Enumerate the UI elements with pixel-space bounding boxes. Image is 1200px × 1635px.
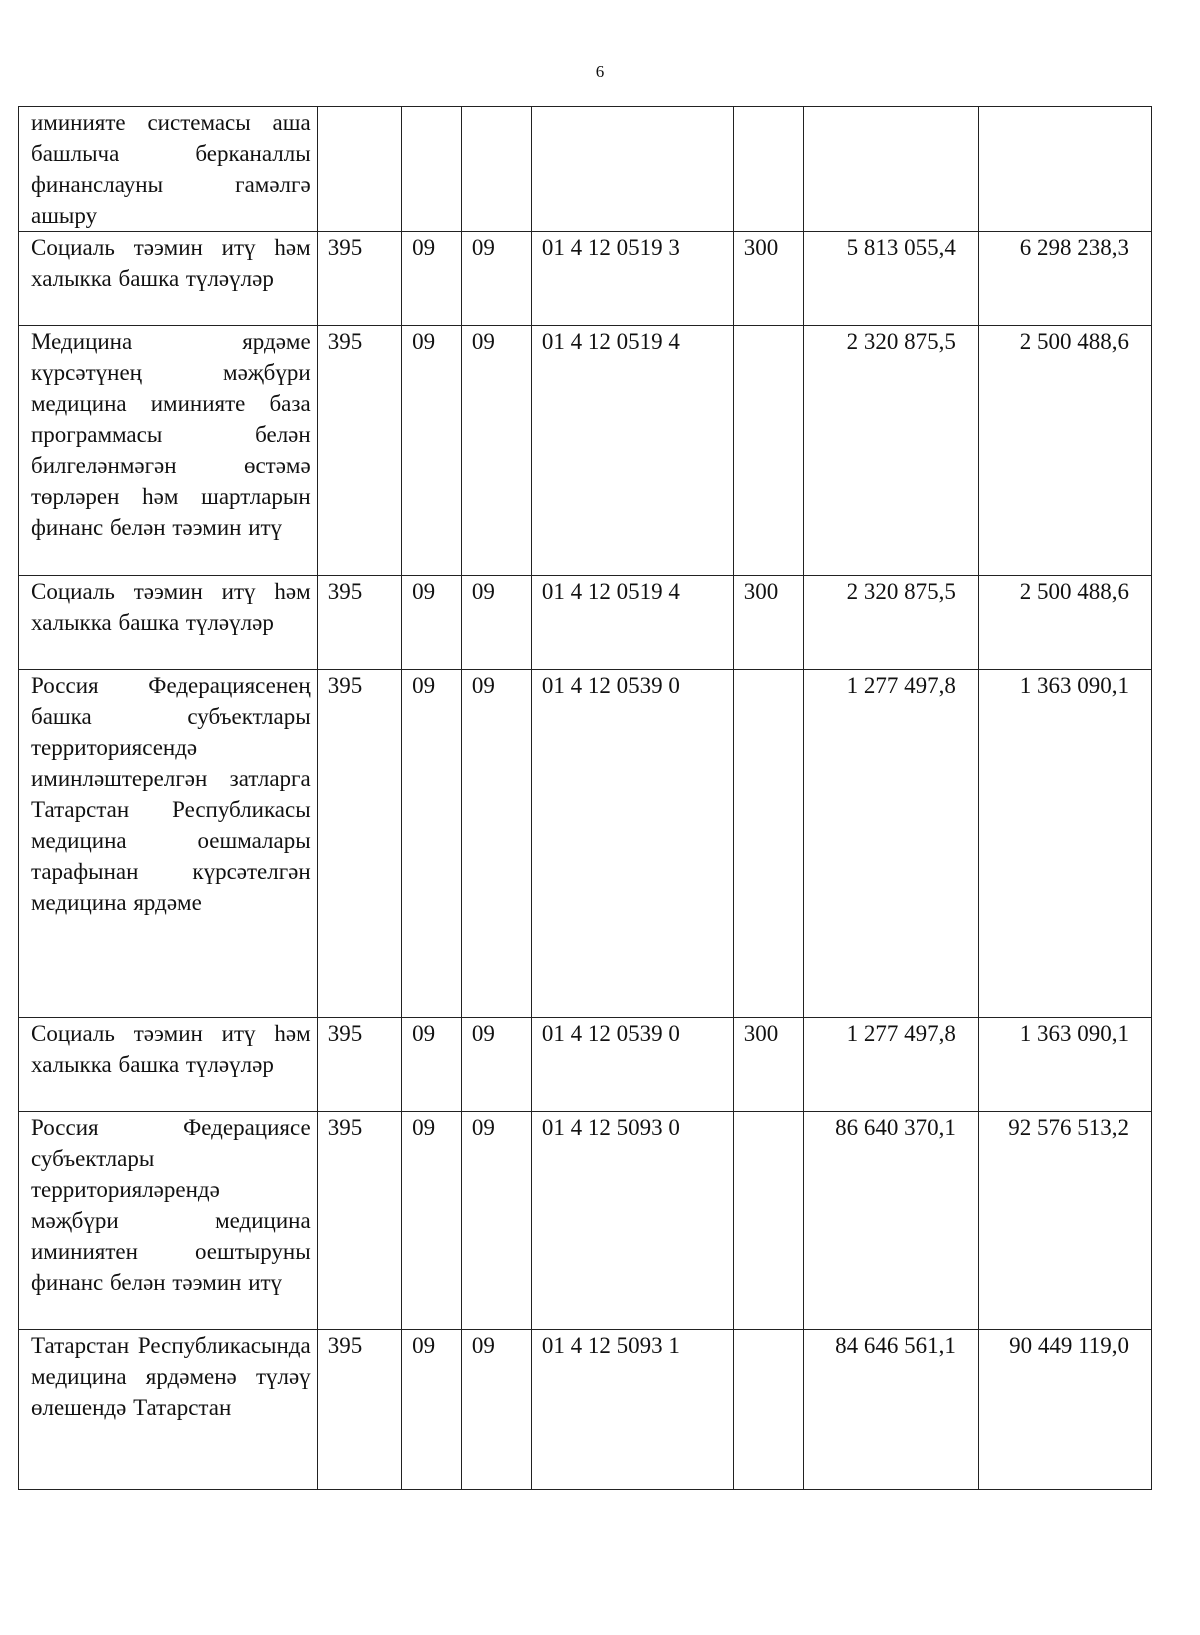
admin-code: 395 (317, 1018, 401, 1112)
amount-year-2 (978, 107, 1151, 232)
page-number: 6 (595, 62, 605, 81)
section-code: 09 (402, 326, 462, 576)
amount-year-2: 90 449 119,0 (978, 1330, 1151, 1490)
table-row (19, 107, 1152, 232)
admin-code: 395 (317, 1330, 401, 1490)
amount-year-1: 1 277 497,8 (803, 670, 978, 1018)
expense-type-code: 300 (733, 576, 803, 670)
item-name: Социаль тәэмин итү һәм халыкка башка түләүләр (19, 576, 318, 670)
expense-type-code (733, 1112, 803, 1330)
table-row (19, 232, 1152, 326)
amount-year-1: 84 646 561,1 (803, 1330, 978, 1490)
admin-code (317, 107, 401, 232)
amount-year-2: 1 363 090,1 (978, 1018, 1151, 1112)
amount-year-2: 1 363 090,1 (978, 670, 1151, 1018)
target-article-code: 01 4 12 5093 0 (531, 1112, 733, 1330)
admin-code: 395 (317, 1112, 401, 1330)
admin-code: 395 (317, 326, 401, 576)
amount-year-1: 2 320 875,5 (803, 326, 978, 576)
expense-type-code (733, 326, 803, 576)
item-name: Медицина ярдәме күрсәтүнең мәҗбүри медицина иминияте база программасы белән билгеләнмәгән өстәмә төрләрен һәм шартларын финанс белән тәэмин итү (19, 326, 318, 576)
amount-year-1: 86 640 370,1 (803, 1112, 978, 1330)
item-name: Россия Федерациясенең башка субъектлары территориясендә иминләштерелгән затларга Татарстан Республикасы медицина оешмалары тарафынан күрсәтелгән медицина ярдәме (19, 670, 318, 1018)
section-code: 09 (402, 576, 462, 670)
section-code: 09 (402, 1112, 462, 1330)
target-article-code: 01 4 12 5093 1 (531, 1330, 733, 1490)
subsection-code: 09 (461, 232, 531, 326)
expense-type-code (733, 670, 803, 1018)
budget-table (18, 106, 1152, 1490)
table-row (19, 576, 1152, 670)
section-code: 09 (402, 232, 462, 326)
amount-year-2: 2 500 488,6 (978, 326, 1151, 576)
item-name: Социаль тәэмин итү һәм халыкка башка түләүләр (19, 1018, 318, 1112)
item-name: Социаль тәэмин итү һәм халыкка башка түләүләр (19, 232, 318, 326)
section-code: 09 (402, 1018, 462, 1112)
section-code: 09 (402, 1330, 462, 1490)
amount-year-2: 92 576 513,2 (978, 1112, 1151, 1330)
amount-year-1: 5 813 055,4 (803, 232, 978, 326)
amount-year-1: 2 320 875,5 (803, 576, 978, 670)
table-row (19, 1330, 1152, 1490)
table-row (19, 670, 1152, 1018)
section-code: 09 (402, 670, 462, 1018)
subsection-code (461, 107, 531, 232)
expense-type-code: 300 (733, 1018, 803, 1112)
subsection-code: 09 (461, 576, 531, 670)
expense-type-code (733, 107, 803, 232)
subsection-code: 09 (461, 326, 531, 576)
amount-year-1: 1 277 497,8 (803, 1018, 978, 1112)
item-name: Россия Федерациясе субъектлары территорияләрендә мәҗбүри медицина иминиятен оештыруны финанс белән тәэмин итү (19, 1112, 318, 1330)
table-row (19, 1018, 1152, 1112)
admin-code: 395 (317, 670, 401, 1018)
table-body (19, 107, 1152, 1490)
subsection-code: 09 (461, 1112, 531, 1330)
item-name: иминияте системасы аша башлыча берканаллы финанслауны гамәлгә ашыру (19, 107, 318, 232)
table-row (19, 1112, 1152, 1330)
amount-year-2: 6 298 238,3 (978, 232, 1151, 326)
amount-year-2: 2 500 488,6 (978, 576, 1151, 670)
subsection-code: 09 (461, 1330, 531, 1490)
admin-code: 395 (317, 576, 401, 670)
admin-code: 395 (317, 232, 401, 326)
item-name: Татарстан Республикасында медицина ярдәменә түләү өлешендә Татарстан (19, 1330, 318, 1490)
section-code (402, 107, 462, 232)
expense-type-code (733, 1330, 803, 1490)
expense-type-code: 300 (733, 232, 803, 326)
subsection-code: 09 (461, 670, 531, 1018)
target-article-code (531, 107, 733, 232)
subsection-code: 09 (461, 1018, 531, 1112)
target-article-code: 01 4 12 0519 3 (531, 232, 733, 326)
target-article-code: 01 4 12 0519 4 (531, 576, 733, 670)
amount-year-1 (803, 107, 978, 232)
table-row (19, 326, 1152, 576)
target-article-code: 01 4 12 0519 4 (531, 326, 733, 576)
target-article-code: 01 4 12 0539 0 (531, 670, 733, 1018)
target-article-code: 01 4 12 0539 0 (531, 1018, 733, 1112)
